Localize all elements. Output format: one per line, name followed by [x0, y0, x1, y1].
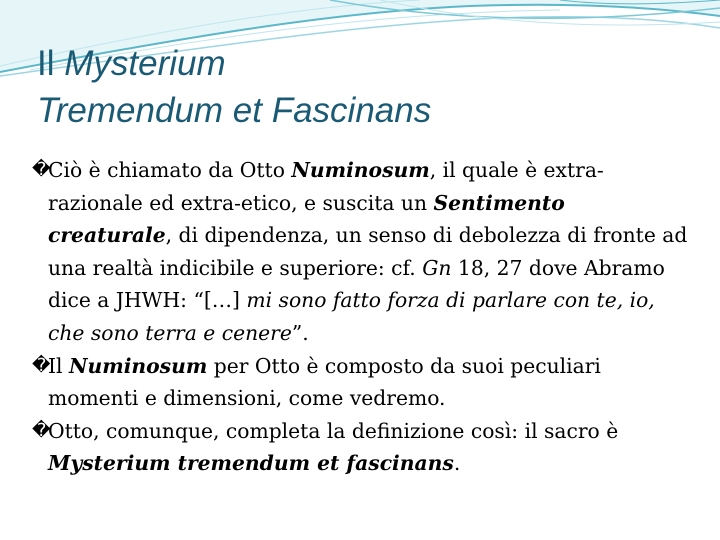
bullet-text: ”. [291, 320, 309, 345]
bullet-text: Otto, comunque, completa la definizione così: il sacro è [48, 418, 619, 443]
bullet-item [32, 154, 688, 350]
bullet-italic: Gn [422, 255, 452, 280]
bullet-text: , di dipendenza, un senso di debolezza di fronte ad una realtà indicibile e superiore: cf. [48, 223, 688, 280]
title-word-il: Il [37, 44, 55, 83]
bullet-text: . [453, 451, 461, 476]
bullet-emphasis: Sentimento creaturale [48, 190, 565, 248]
bullet-marker: � [32, 354, 51, 376]
bullet-emphasis: Numinosum [68, 353, 208, 378]
bullet-emphasis: Mysterium tremendum et fascinans [48, 451, 454, 476]
slide-title [37, 40, 431, 134]
bullet-text: 18, 27 dove Abramo dice a JHWH: “[…] [48, 255, 665, 313]
bullet-list [32, 154, 688, 480]
title-word-mysterium: Mysterium [64, 44, 226, 83]
bullet-emphasis: Numinosum [291, 158, 430, 182]
bullet-text: Ciò è chiamato da Otto [48, 158, 292, 182]
bullet-marker: � [32, 419, 51, 441]
bullet-marker: � [32, 159, 51, 180]
bullet-text: Il [48, 353, 69, 378]
bullet-text: per Otto è composto da suoi peculiari momenti e dimensioni, come vedremo. [48, 353, 601, 411]
title-line-2: Tremendum et Fascinans [37, 91, 432, 130]
bullet-item [32, 415, 688, 480]
bullet-quote: mi sono fatto forza di parlare con te, io, che sono terra e cenere [48, 288, 655, 345]
bullet-item [32, 350, 688, 415]
bullet-text: , il quale è extra-razionale ed extra-etico, e suscita un [48, 158, 604, 215]
